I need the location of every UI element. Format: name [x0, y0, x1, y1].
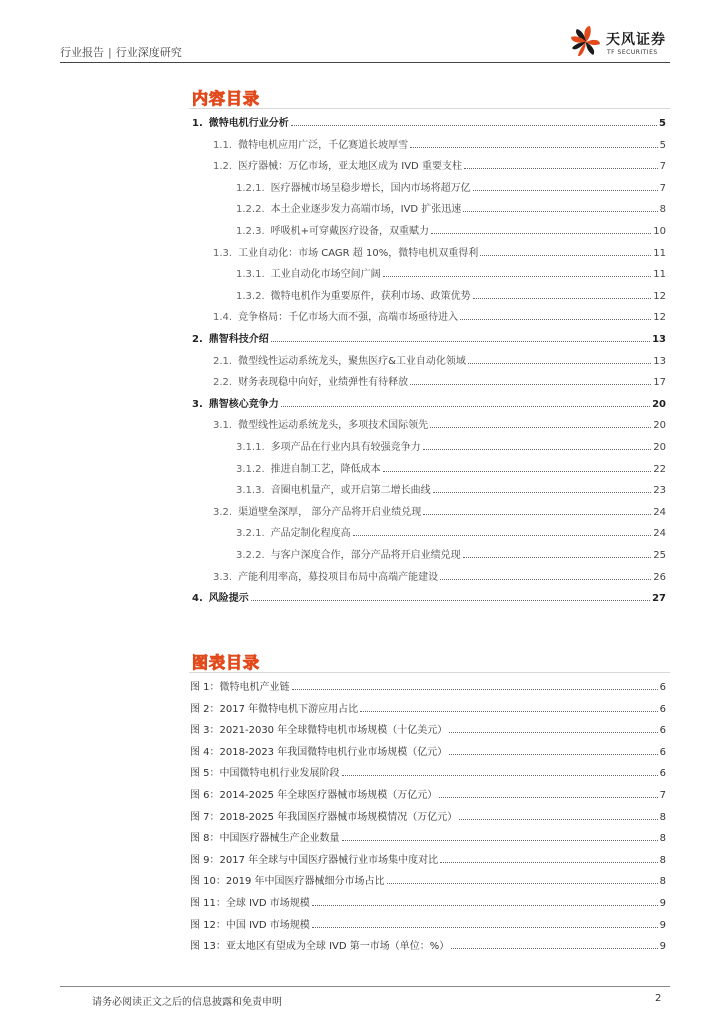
header-divider — [60, 62, 670, 63]
toc-leader-dots — [291, 125, 657, 126]
toc-entry[interactable] — [213, 503, 666, 518]
toc-entry-page: 13 — [652, 334, 666, 345]
toc-entry-title: 工业自动化：市场 CAGR 超 10%，微特电机双重得利 — [238, 247, 479, 259]
toc-entry[interactable] — [213, 136, 666, 151]
toc-entry-title: 多项产品在行业内具有较强竞争力 — [270, 442, 421, 453]
page-header — [0, 0, 724, 66]
figure-entry[interactable] — [190, 894, 666, 909]
figure-entry[interactable] — [190, 872, 666, 887]
toc-leader-dots — [423, 514, 651, 515]
figure-leader-dots — [312, 905, 658, 906]
figure-leader-dots — [387, 883, 658, 884]
figure-entry-page: 9 — [659, 919, 666, 931]
figure-entry-title: 图 7：2018-2025 年我国医疗器械市场规模情况（万亿元） — [190, 811, 458, 823]
toc-entry[interactable] — [192, 330, 666, 345]
toc-entry-title: 医疗器械市场呈稳步增长，国内市场将超万亿 — [270, 182, 471, 194]
figure-entry-title: 图 11：全球 IVD 市场规模 — [190, 898, 310, 909]
toc-leader-dots — [460, 319, 651, 320]
figure-entry-title: 图 2：2017 年微特电机下游应用占比 — [190, 703, 359, 715]
toc-entry-number: 3.2.1. — [236, 528, 265, 540]
figure-entry-page: 8 — [659, 854, 666, 866]
figure-entry-title: 图 8：中国医疗器械生产企业数量 — [190, 833, 340, 845]
toc-entry-number: 1. — [192, 118, 203, 129]
toc-entry-number: 2.1. — [213, 355, 233, 367]
toc-title: 内容目录 — [192, 89, 261, 108]
report-type: 行业报告 — [60, 46, 104, 59]
figure-entry[interactable] — [190, 851, 666, 866]
figure-entry-page: 9 — [659, 941, 666, 953]
figure-leader-dots — [451, 948, 657, 949]
figure-entry[interactable] — [190, 743, 666, 758]
figure-entry[interactable] — [190, 721, 666, 736]
toc-entry-title: 医疗器械：万亿市场，亚太地区成为 IVD 重要支柱 — [238, 161, 462, 173]
toc-entry[interactable] — [236, 179, 666, 194]
toc-entry-number: 1.2. — [213, 161, 233, 173]
toc-leader-dots — [353, 535, 652, 536]
toc-entry-page: 22 — [653, 463, 666, 475]
toc-entry[interactable] — [213, 157, 666, 172]
toc-entry-page: 7 — [659, 161, 666, 173]
toc-entry-number: 1.4. — [213, 312, 233, 324]
toc-entry[interactable] — [192, 395, 666, 410]
toc-leader-dots — [423, 449, 652, 450]
company-logo — [566, 24, 676, 60]
toc-entry-number: 1.2.2. — [236, 204, 265, 216]
toc-entry-number: 1.1. — [213, 139, 233, 151]
toc-entry-number: 1.3.2. — [236, 290, 265, 302]
toc-entry[interactable] — [192, 114, 666, 129]
figure-entry[interactable] — [190, 937, 666, 952]
toc-leader-dots — [473, 298, 652, 299]
toc-entry[interactable] — [236, 265, 666, 280]
figure-entry[interactable] — [190, 700, 666, 715]
figure-entry-title: 图 1：微特电机产业链 — [190, 682, 290, 693]
toc-entry[interactable] — [236, 222, 666, 237]
toc-entry[interactable] — [236, 460, 666, 475]
figure-entry[interactable] — [190, 829, 666, 844]
toc-entry-number: 1.2.1. — [236, 182, 265, 194]
figure-entry-page: 6 — [659, 768, 666, 780]
toc-entry[interactable] — [213, 244, 666, 259]
figure-entry-page: 8 — [659, 876, 666, 888]
figure-entry-page: 6 — [659, 725, 666, 737]
figure-entry[interactable] — [190, 916, 666, 931]
toc-entry-page: 27 — [652, 593, 666, 605]
toc-entry-number: 2.2. — [213, 377, 233, 389]
toc-entry-page: 7 — [659, 182, 666, 194]
toc-leader-dots — [468, 363, 651, 364]
report-subtype: 行业深度研究 — [115, 46, 182, 59]
toc-entry-number: 4. — [192, 593, 203, 605]
figure-leader-dots — [342, 775, 658, 776]
figure-entry-page: 9 — [659, 898, 666, 909]
toc-entry-title: 鼎智核心竞争力 — [208, 398, 279, 410]
toc-leader-dots — [271, 341, 650, 342]
toc-entry-page: 26 — [653, 571, 666, 583]
toc-entry-title: 风险提示 — [208, 593, 249, 605]
toc-leader-dots — [440, 579, 651, 580]
toc-entry-number: 1.3.1. — [236, 269, 265, 281]
toc-leader-dots — [463, 211, 657, 212]
report-category — [60, 44, 182, 60]
toc-entry-page: 20 — [653, 442, 666, 453]
toc-entry-title: 音圈电机量产，或开启第二增长曲线 — [270, 485, 431, 497]
toc-entry-page: 11 — [653, 269, 666, 281]
toc-leader-dots — [431, 233, 651, 234]
toc-entry[interactable] — [213, 373, 666, 388]
toc-leader-dots — [430, 427, 651, 428]
header-separator: | — [108, 46, 112, 59]
toc-entry-title: 竞争格局：千亿市场大而不强，高端市场亟待进入 — [238, 312, 459, 324]
toc-entry-title: 推进自制工艺，降低成本 — [270, 463, 381, 475]
figure-entry-title: 图 6：2014-2025 年全球医疗器械市场规模（万亿元） — [190, 790, 438, 801]
figures-title-divider — [189, 672, 670, 673]
toc-entry-page: 5 — [659, 139, 666, 151]
figure-leader-dots — [449, 754, 657, 755]
toc-entry-page: 8 — [659, 204, 666, 216]
page-number: 2 — [655, 993, 662, 1004]
figure-leader-dots — [312, 927, 658, 928]
toc-entry-title: 产品定制化程度高 — [270, 528, 351, 540]
toc-leader-dots — [383, 276, 652, 277]
toc-entry-title: 微特电机作为重要原件，获利市场、政策优势 — [270, 290, 471, 302]
toc-entry[interactable] — [236, 524, 666, 539]
figure-entry-page: 6 — [659, 746, 666, 758]
figure-entry[interactable] — [190, 678, 666, 693]
toc-leader-dots — [464, 168, 658, 169]
toc-leader-dots — [251, 600, 650, 601]
toc-entry[interactable] — [236, 438, 666, 453]
toc-entry-title: 微特电机应用广泛，千亿赛道长坡厚雪 — [238, 139, 409, 151]
figure-entry-page: 8 — [659, 811, 666, 823]
figure-entry[interactable] — [190, 808, 666, 823]
logo-flower-icon — [566, 24, 606, 60]
toc-entry-page: 5 — [659, 118, 666, 129]
toc-entry-number: 1.2.3. — [236, 226, 265, 237]
toc-entry-title: 本土企业逐步发力高端市场，IVD 扩张迅速 — [270, 204, 462, 216]
figure-entry-title: 图 4：2018-2023 年我国微特电机行业市场规模（亿元） — [190, 746, 448, 758]
toc-leader-dots — [410, 384, 651, 385]
toc-entry-number: 1.3. — [213, 247, 233, 259]
toc-entry[interactable] — [236, 481, 666, 496]
toc-entry-number: 3.1.2. — [236, 463, 265, 475]
toc-leader-dots — [433, 492, 652, 493]
toc-entry-page: 20 — [653, 420, 666, 432]
toc-entry-number: 3.2. — [213, 506, 233, 518]
toc-entry-page: 13 — [653, 355, 666, 367]
figure-entry-title: 图 5：中国微特电机行业发展阶段 — [190, 768, 340, 780]
figure-leader-dots — [459, 819, 657, 820]
toc-entry-page: 12 — [653, 312, 666, 324]
toc-entry-page: 20 — [652, 398, 666, 410]
toc-entry-number: 3.3. — [213, 571, 233, 583]
figure-leader-dots — [292, 689, 658, 690]
logo-chinese-name: 天风证券 — [606, 32, 666, 48]
toc-entry-title: 鼎智科技介绍 — [208, 334, 269, 345]
toc-entry-number: 3.2.2. — [236, 550, 265, 561]
figure-leader-dots — [342, 840, 658, 841]
toc-entry-number: 3.1. — [213, 420, 233, 432]
toc-entry[interactable] — [213, 568, 666, 583]
toc-entry-page: 10 — [653, 226, 666, 237]
toc-entry[interactable] — [213, 308, 666, 323]
toc-entry-number: 3.1.3. — [236, 485, 265, 497]
toc-entry[interactable] — [236, 546, 666, 561]
toc-entry-page: 17 — [653, 377, 666, 389]
figure-leader-dots — [439, 797, 657, 798]
toc-entry-page: 23 — [653, 485, 666, 497]
toc-entry-title: 渠道壁垒深厚， 部分产品将开启业绩兑现 — [238, 506, 422, 518]
toc-entry[interactable] — [236, 200, 666, 215]
figure-entry-title: 图 13：亚太地区有望成为全球 IVD 第一市场（单位：%） — [190, 941, 450, 953]
figure-entry-page: 6 — [659, 703, 666, 715]
toc-entry[interactable] — [236, 287, 666, 302]
toc-entry-page: 24 — [653, 528, 666, 540]
figure-entry-title: 图 3：2021-2030 年全球微特电机市场规模（十亿美元） — [190, 725, 448, 737]
figure-leader-dots — [360, 711, 657, 712]
figure-entry-title: 图 10：2019 年中国医疗器械细分市场占比 — [190, 876, 385, 888]
figure-entry-page: 6 — [659, 682, 666, 693]
toc-entry-number: 3. — [192, 398, 203, 410]
toc-leader-dots — [480, 255, 651, 256]
logo-english-name: TF SECURITIES — [607, 49, 658, 56]
toc-entry[interactable] — [213, 416, 666, 431]
toc-leader-dots — [463, 557, 652, 558]
toc-entry-title: 微型线性运动系统龙头，多项技术国际领先 — [238, 420, 429, 432]
toc-entry-title: 呼吸机+可穿戴医疗设备，双重赋力 — [270, 226, 430, 237]
figures-title: 图表目录 — [192, 653, 261, 672]
toc-title-divider — [189, 108, 670, 109]
toc-entry-page: 24 — [653, 506, 666, 518]
figure-entry-title: 图 9：2017 年全球与中国医疗器械行业市场集中度对比 — [190, 854, 439, 866]
toc-entry-title: 与客户深度合作，部分产品将开启业绩兑现 — [270, 550, 461, 561]
footer-disclaimer: 请务必阅读正文之后的信息披露和免责申明 — [92, 997, 282, 1008]
toc-entry[interactable] — [192, 589, 666, 604]
figure-entry-page: 7 — [659, 790, 666, 801]
toc-entry-title: 微型线性运动系统龙头，聚焦医疗&工业自动化领域 — [238, 355, 466, 367]
figure-entry[interactable] — [190, 786, 666, 801]
footer-divider — [60, 986, 670, 987]
toc-entry-page: 25 — [653, 550, 666, 561]
figure-leader-dots — [449, 732, 657, 733]
toc-leader-dots — [383, 471, 652, 472]
toc-entry-title: 财务表现稳中向好，业绩弹性有待释放 — [238, 377, 409, 389]
toc-leader-dots — [410, 147, 658, 148]
figure-entry-page: 8 — [659, 833, 666, 845]
toc-leader-dots — [473, 190, 658, 191]
figure-entry[interactable] — [190, 764, 666, 779]
toc-entry-page: 12 — [653, 290, 666, 302]
toc-entry-title: 工业自动化市场空间广阔 — [270, 269, 381, 281]
toc-leader-dots — [281, 406, 650, 407]
figure-entry-title: 图 12：中国 IVD 市场规模 — [190, 919, 310, 931]
figure-leader-dots — [440, 862, 657, 863]
toc-entry-title: 产能利用率高，募投项目布局中高端产能建设 — [238, 571, 439, 583]
toc-entry-page: 11 — [653, 247, 666, 259]
toc-entry-number: 3.1.1. — [236, 442, 265, 453]
toc-entry-number: 2. — [192, 334, 203, 345]
toc-entry-title: 微特电机行业分析 — [208, 118, 289, 129]
toc-entry[interactable] — [213, 352, 666, 367]
